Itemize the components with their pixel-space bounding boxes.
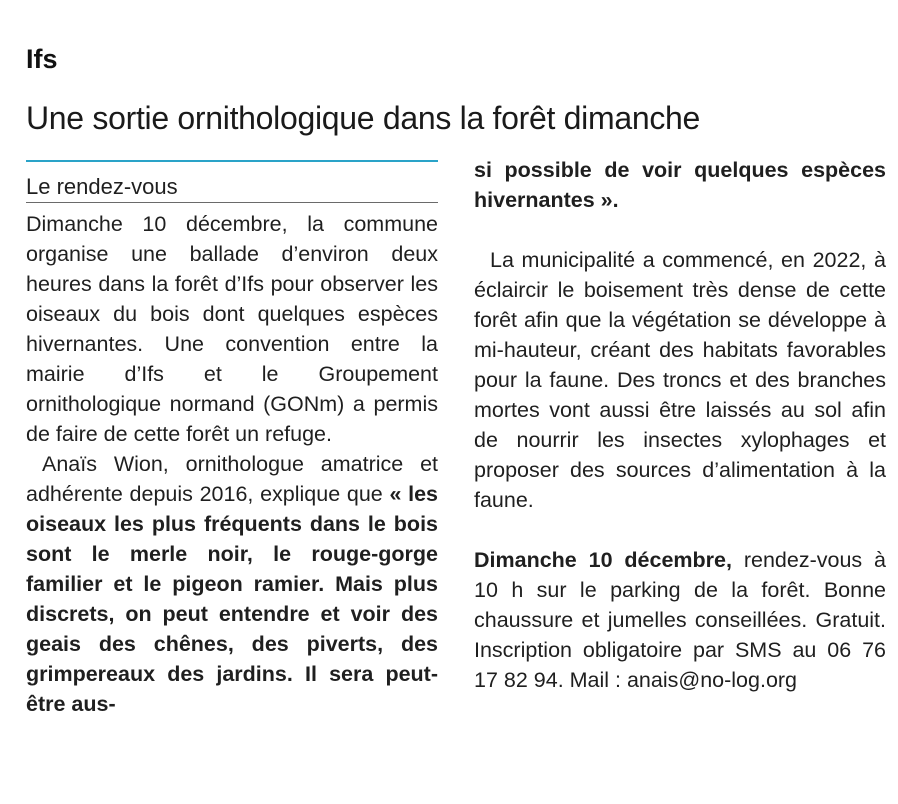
quote-text: « les oiseaux les plus fréquents dans le bois sont le merle noir, le rouge-gorge familier et le pigeon ramier. Mais plus discrets, on peut entendre et voir des geais des chênes, des piverts, des grimpereaux des jardins. Il sera peut-être aus- [26, 482, 438, 716]
practical-info-date: Dimanche 10 décembre, [474, 548, 732, 572]
practical-info-text: rendez-vous à 10 h sur le parking de la forêt. Bonne chaussure et jumelles conseillées. Gratuit. Inscription obligatoire par SMS au 06 76 17 82 94. Mail : anais@no-log.org [474, 548, 887, 692]
article-column-left [26, 160, 438, 719]
paragraph-municipality: La municipalité a commencé, en 2022, à éclaircir le boisement très dense de cette forêt afin que la végétation se développe à mi-hauteur, créant des habitats favorables pour la faune. Des troncs et des branches mortes vont aussi être laissés au sol afin de nourrir les insectes xylophages et proposer des sources d’alimentation à la faune. [474, 248, 886, 512]
kicker-location: Ifs [26, 44, 58, 74]
article-headline: Une sortie ornithologique dans la forêt dimanche [26, 100, 701, 136]
paragraph-intro: Dimanche 10 décembre, la commune organise une ballade d’environ deux heures dans la forêt d’Ifs pour observer les oiseaux du bois dont quelques espèces hivernantes. Une convention entre la mairie d’Ifs et le Groupement ornithologique normand (GONm) a permis de faire de cette forêt un refuge. [26, 212, 438, 446]
section-subhead: Le rendez-vous [26, 162, 438, 203]
quote-continuation: si possible de voir quelques espèces hivernantes ». [474, 158, 886, 212]
article-column-right [474, 155, 886, 695]
paragraph-quote [26, 449, 438, 719]
practical-info [474, 545, 886, 695]
quote-intro: Anaïs Wion, ornithologue amatrice et adhérente depuis 2016, explique que [26, 452, 438, 506]
